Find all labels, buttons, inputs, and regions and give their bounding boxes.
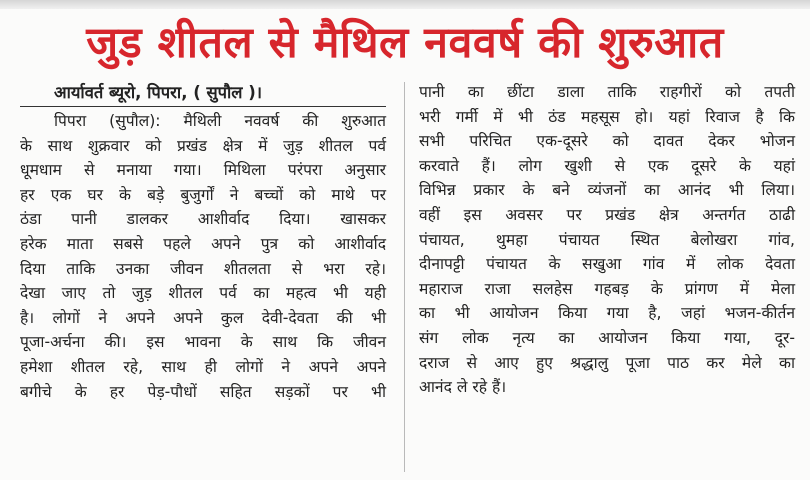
byline: आर्यावर्त ब्यूरो, पिपरा, ( सुपौल )। — [20, 80, 386, 107]
right-column — [419, 80, 795, 400]
paragraph-line: दीनापट्टी पंचायत के सखुआ गांव में लोक देवता — [419, 255, 795, 274]
paragraph-line: हमेशा शीतल रहे, साथ ही लोगों ने अपने अपने — [20, 357, 386, 376]
headline: जुड़ शीतल से मैथिल नववर्ष की शुरुआत — [86, 18, 724, 68]
paragraph-line: हरेक माता सबसे पहले अपने पुत्र को आशीर्वाद — [20, 234, 386, 253]
paragraph-line: आनंद ले रहे हैं। — [419, 378, 507, 397]
paragraph-line: विभिन्न प्रकार के बने व्यंजनों का आनंद भी लिया। — [419, 181, 795, 200]
paragraph-line: वहीं इस अवसर पर प्रखंड क्षेत्र अन्तर्गत ठाढी — [419, 205, 795, 224]
paragraph-line: देखा जाए तो जुड़ शीतल पर्व का महत्व भी यही — [20, 284, 386, 303]
paragraph-line: भरी गर्मी में भी ठंड महसूस हो। यहां रिवाज है कि — [419, 107, 795, 126]
paragraph-line: ठंडा पानी डालकर आशीर्वाद दिया। खासकर — [20, 210, 386, 229]
paragraph-line: धूमधाम से मनाया गया। मिथिला परंपरा अनुसार — [20, 161, 386, 180]
column-divider — [404, 82, 405, 472]
paragraph-line: करवाते हैं। लोग खुशी से एक दूसरे के यहां — [419, 156, 795, 175]
paragraph-line: दिया ताकि उनका जीवन शीतलता से भरा रहे। — [20, 259, 386, 278]
paragraph-line: है। लोगों ने अपने अपने कुल देवी-देवता की भी — [20, 308, 386, 327]
paragraph-line: महाराज राजा सलहेस गहबड़ के प्रांगण में मेला — [419, 279, 795, 298]
paragraph-line: पिपरा (सुपौल): मैथिली नववर्ष की शुरुआत — [54, 112, 386, 130]
top-edge-strip — [0, 0, 810, 9]
paragraph-line: दराज से आए हुए श्रद्धालु पूजा पाठ कर मेले का — [419, 353, 795, 372]
paragraph-line: संग लोक नृत्य का आयोजन किया गया, दूर- — [419, 328, 795, 347]
paragraph-line: के साथ शुक्रवार को प्रखंड क्षेत्र में जुड़ शीतल पर्व — [20, 136, 386, 155]
paragraph-line: पानी का छींटा डाला ताकि राहगीरों को तपती — [419, 83, 795, 101]
paragraph-line: बगीचे के हर पेड़-पौधों सहित सड़कों पर भी — [20, 382, 386, 401]
left-column — [20, 80, 386, 404]
paragraph-line: पूजा-अर्चना की। इस भावना के साथ कि जीवन — [20, 333, 386, 352]
paragraph-line: हर एक घर के बड़े बुजुर्गों ने बच्चों को माथे पर — [20, 185, 386, 204]
paragraph-line: पंचायत, थुमहा पंचायत स्थित बेलोखरा गांव, — [419, 230, 795, 249]
paragraph-line: सभी परिचित एक-दूसरे को दावत देकर भोजन — [419, 132, 795, 151]
paragraph-line: का भी आयोजन किया गया है, जहां भजन-कीर्तन — [419, 304, 795, 323]
